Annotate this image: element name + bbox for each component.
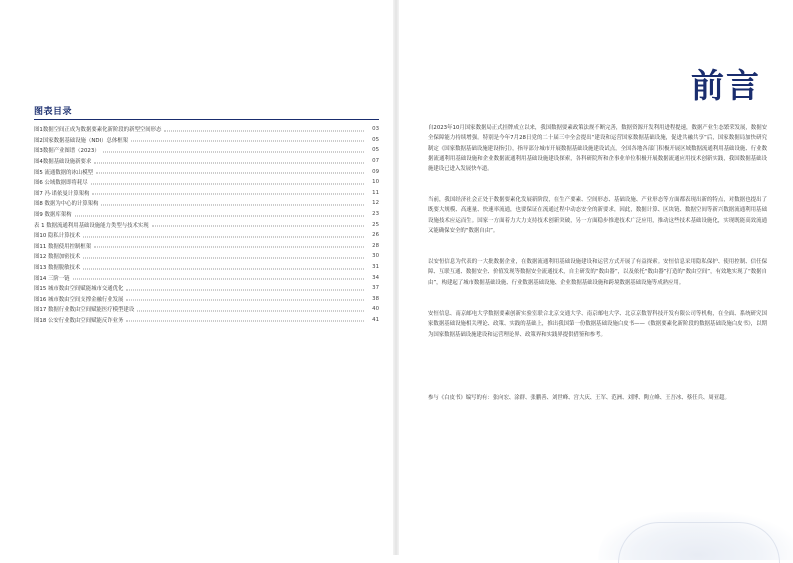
toc-entry-label: 图16 城市数由空间支撑金融行业发展	[34, 296, 124, 303]
toc-list	[34, 124, 379, 325]
toc-entry[interactable]	[34, 166, 379, 177]
toc-entry-page: 38	[372, 295, 379, 302]
preface-title: 前言	[691, 66, 761, 105]
toc-entry[interactable]	[34, 156, 379, 167]
toc-leader-dots	[126, 289, 364, 290]
toc-entry-label: 图13 数据脱敏技术	[34, 265, 81, 272]
toc-entry-label: 图4数据基础设施新要求	[34, 159, 92, 166]
toc-leader-dots	[83, 268, 364, 269]
toc-entry-label: 图6 公域数据即将耗尽	[34, 180, 88, 187]
preface-paragraph-3: 以安恒信息为代表的一大批数据企业，在数据流通利用基础设施建设和运营方式开展了有益探索。安恒信息采用隐私保护、使用控制、信任保障、互联互通、数据安全、价值发现等数据安全流通技术，自主研发的“数由器”，以及依托“数由器”打造的“数由空间”，有效地实现了“数据自由”，构建起了城市数据基础设施、行业数据基础设施、企业数据基础设施和跨境数据基础设施等成熟应用。	[428, 259, 767, 286]
toc-entry[interactable]	[34, 272, 379, 283]
toc-entry[interactable]	[34, 230, 379, 241]
toc-entry-label: 图9 数据库架构	[34, 212, 72, 219]
toc-entry-page: 28	[372, 242, 379, 249]
toc-leader-dots	[73, 279, 364, 280]
toc-entry-page: 09	[372, 168, 379, 175]
toc-entry-page: 07	[372, 158, 379, 165]
toc-entry-label: 图1数据空间正成为数据要素化新阶段的新型空间形态	[34, 127, 162, 134]
toc-entry-page: 26	[372, 232, 379, 239]
toc-entry-page: 10	[372, 179, 379, 186]
toc-leader-dots	[83, 257, 364, 258]
toc-entry-label: 图18 公安行业数由空间赋能反诈业务	[34, 317, 124, 324]
toc-leader-dots	[94, 247, 364, 248]
toc-leader-dots	[103, 151, 364, 152]
toc-entry-label: 图11 数据使用控制框架	[34, 243, 92, 250]
toc-entry-page: 23	[372, 211, 379, 218]
toc-entry-page: 11	[372, 189, 379, 196]
toc-entry[interactable]	[34, 241, 379, 252]
toc-leader-dots	[152, 226, 364, 227]
toc-leader-dots	[91, 183, 364, 184]
toc-entry-label: 图8 数据为中心的计算架构	[34, 201, 99, 208]
toc-leader-dots	[137, 310, 364, 311]
toc-entry-label: 表 1 数据流通利用基础设施能力类型与技术实现	[34, 222, 149, 229]
toc-entry-label: 图7 冯·诺依曼计算架构	[34, 190, 90, 197]
toc-entry-page: 34	[372, 274, 379, 281]
toc-title: 图表目录	[34, 107, 73, 117]
toc-entry-label: 图17 数据行业数由空间赋能医疗模型建设	[34, 307, 135, 314]
toc-leader-dots	[164, 130, 364, 131]
toc-leader-dots	[101, 204, 364, 205]
toc-entry-page: 03	[372, 126, 379, 133]
toc-entry[interactable]	[34, 315, 379, 326]
toc-entry[interactable]	[34, 294, 379, 305]
toc-entry-page: 25	[372, 221, 379, 228]
toc-leader-dots	[92, 194, 364, 195]
toc-entry-page: 31	[372, 264, 379, 271]
page-gutter	[393, 0, 399, 555]
toc-entry-label: 图14 三阶一链	[34, 275, 70, 282]
toc-entry[interactable]	[34, 304, 379, 315]
toc-entry[interactable]	[34, 145, 379, 156]
toc-entry-page: 37	[372, 285, 379, 292]
toc-entry-page: 40	[372, 306, 379, 313]
toc-entry[interactable]	[34, 262, 379, 273]
preface-paragraph-2: 当前，我国经济社会正处于数据要素化发展新阶段，在生产要素、空间形态、基础设施、产业形态等方面都表现出新的特点，对数据也提出了既要大规模、高速量、快速率流通，也要保证在流通过程中动态安全的新要求，因此，数据计算、区块链、数据空间等新兴数据流通利用基础设施技术应运而生。国家一方面着力大力支持技术创新突破，另一方面稳步推进技术广泛应用，推动这些技术基础设施化，实现既能高效流通又能确保安全的“数据自由”。	[428, 197, 767, 234]
toc-entry[interactable]	[34, 251, 379, 262]
toc-entry-page: 30	[372, 253, 379, 260]
toc-entry-label: 图12 数据加密技术	[34, 254, 81, 261]
toc-entry[interactable]	[34, 124, 379, 135]
toc-entry-page: 12	[372, 200, 379, 207]
toc-entry-page: 41	[372, 316, 379, 323]
toc-leader-dots	[83, 236, 364, 237]
toc-entry-label: 图5 流通数据的冰山模型	[34, 169, 94, 176]
toc-entry-label: 图15 城市数由空间赋能城市交通优化	[34, 286, 124, 293]
preface-paragraph-1: 自2023年10月国家数据局正式挂牌成立以来，我国数据要素政策法规不断完善，数据资源开发利用进程提速，数据产业生态繁荣发展，数据安全保障能力持续增强。特别是今年7月28日党的二十届三中全会提出“建设和运营国家数据基础设施，促进共融共享”后，国家数据局加快研究制定《国家数据基础设施建设指引》，指导部分城市开展数据基础设施建设试点，全国各地各部门积极开展区域数据流通利用基础设施、行业数据流通利用基础设施和企业数据流通利用基础设施建设探索，各科研院所和企事业单位积极开展数据流通应用技术创新实践，我国数据基础设施建设已进入发展快车道。	[428, 125, 767, 173]
toc-entry[interactable]	[34, 135, 379, 146]
toc-divider	[34, 119, 379, 120]
toc-leader-dots	[131, 141, 364, 142]
toc-entry-page: 05	[372, 147, 379, 154]
toc-leader-dots	[94, 162, 364, 163]
toc-leader-dots	[126, 300, 364, 301]
toc-entry[interactable]	[34, 283, 379, 294]
toc-leader-dots	[75, 215, 365, 216]
toc-entry[interactable]	[34, 209, 379, 220]
toc-entry-page: 05	[372, 136, 379, 143]
toc-entry-label: 图3数据产业图谱（2023）	[34, 148, 100, 155]
toc-entry-label: 图2国家数据基础设施（NDI）总体框架	[34, 137, 129, 144]
toc-entry[interactable]	[34, 188, 379, 199]
preface-contributors: 参与《白皮书》编写的有：张向宏、涂群、张鹏善、刘世峰、宫大庆、王军、范洲、刘博、陶立峰、王吾冰、蔡任兵、周亚超。	[428, 395, 730, 401]
decorative-ring	[618, 522, 780, 563]
preface-paragraph-4: 安恒信息、南京邮电大学数据要素创新实验室联合北京交通大学、南京邮电大学、北京京数智科技开发有限公司等机构，在全面、系统研究国家数据基础设施相关理论、政策、实践的基础上，推出我国第一份数据基础设施白皮书——《数据要素化新阶段的数据基础设施白皮书》，以期为国家数据基础设施建设和运营理论界、政策界和实践界提供借鉴和参考。	[428, 311, 767, 338]
toc-entry-label: 图10 隐私计算技术	[34, 233, 81, 240]
toc-entry[interactable]	[34, 177, 379, 188]
toc-leader-dots	[96, 173, 364, 174]
toc-entry[interactable]	[34, 219, 379, 230]
toc-entry[interactable]	[34, 198, 379, 209]
toc-leader-dots	[126, 321, 364, 322]
